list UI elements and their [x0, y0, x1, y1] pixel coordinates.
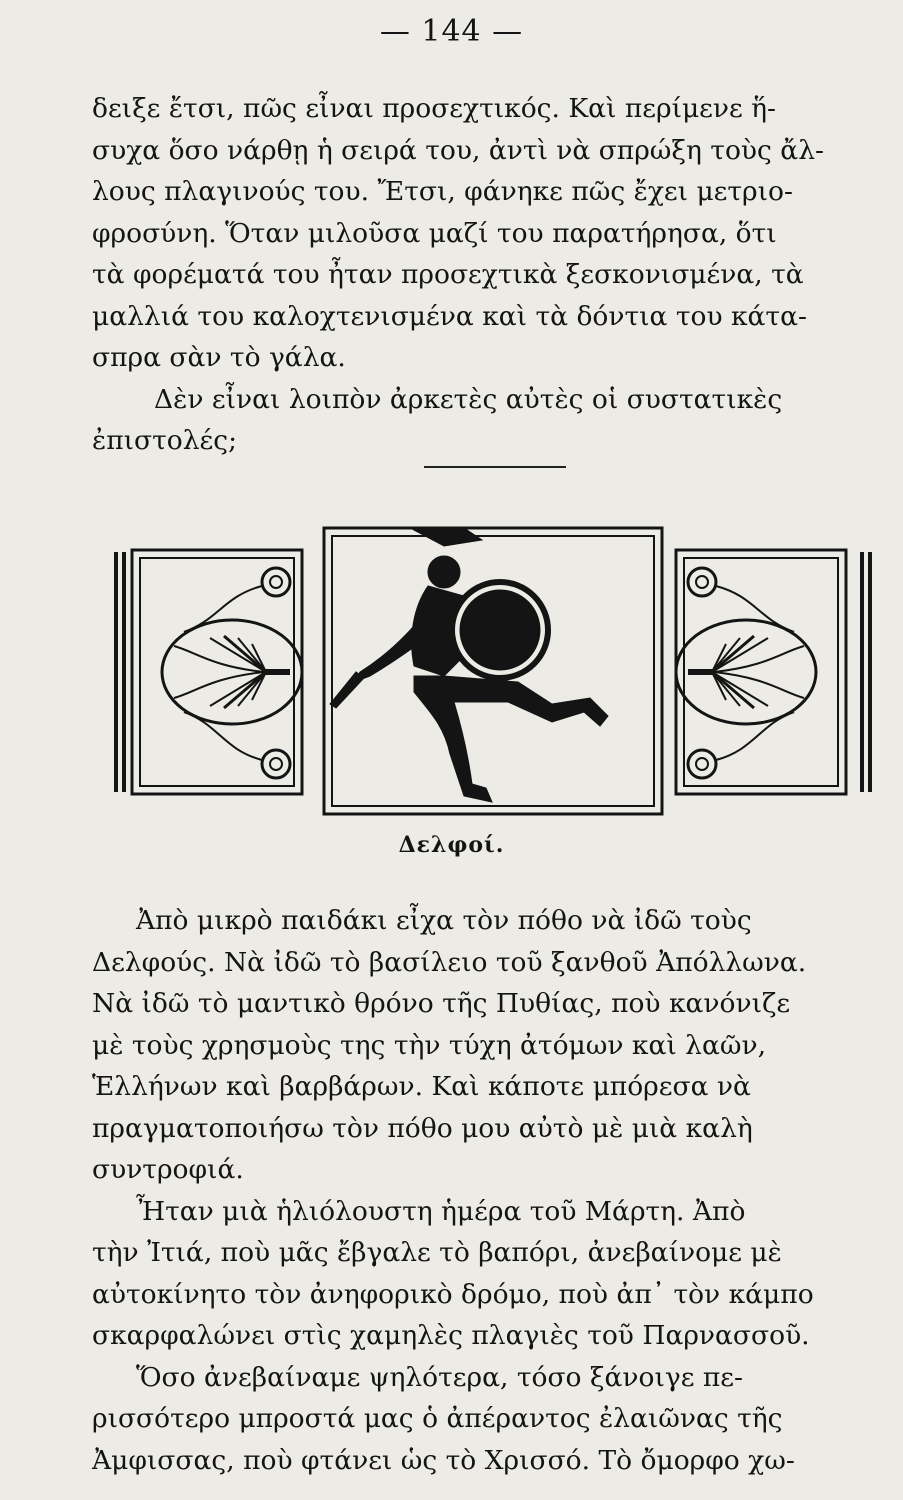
left-palmette-panel	[116, 550, 302, 794]
text-line: αὐτοκίνητο τὸν ἀνηφορικὸ δρόμο, ποὺ ἀπ᾽ τὸν κάμπο	[92, 1278, 814, 1310]
text-line: μὲ τοὺς χρησμοὺς της τὴν τύχη ἀτόμων καὶ λαῶν,	[92, 1029, 766, 1061]
text-line: ρισσότερο μπροστά μας ὁ ἀπέραντος ἐλαιῶνας τῆς	[92, 1403, 783, 1434]
right-palmette-panel	[676, 550, 870, 794]
text-line: συντροφιά.	[92, 1154, 244, 1185]
text-line: ἐπιστολές;	[92, 425, 238, 456]
text-line: Δελφούς. Νὰ ἰδῶ τὸ βασίλειο τοῦ ξανθοῦ Ἀπόλλωνα.	[92, 946, 807, 978]
delphi-illustration	[114, 526, 880, 822]
text-line: Ἀπὸ μικρὸ παιδάκι εἶχα τὸν πόθο νὰ ἰδῶ τοὺς	[136, 905, 752, 936]
text-line: Ἑλλήνων καὶ βαρβάρων. Καὶ κάποτε μπόρεσα νὰ	[92, 1071, 751, 1102]
text-line: Ὅσο ἀνεβαίναμε ψηλότερα, τόσο ξάνοιγε πε-	[136, 1361, 743, 1393]
paragraph-top	[92, 88, 872, 462]
paragraph-bottom	[92, 900, 872, 1481]
text-line: Νὰ ἰδῶ τὸ μαντικὸ θρόνο τῆς Πυθίας, ποὺ κανόνιζε	[92, 988, 791, 1019]
page-number: — 144 —	[379, 14, 524, 49]
text-line: Ἀμφισσας, ποὺ φτάνει ὡς τὸ Χρισσό. Τὸ ὄμορφο χω-	[92, 1444, 795, 1476]
text-line: πραγματοποιήσω τὸν πόθο μου αὐτὸ μὲ μιὰ καλὴ	[92, 1112, 753, 1144]
warrior-figure	[330, 528, 608, 802]
section-separator	[424, 466, 566, 468]
text-line: τὰ φορέματά του ἦταν προσεχτικὰ ξεσκονισμένα, τὰ	[92, 259, 804, 290]
text-line: σπρα σὰν τὸ γάλα.	[92, 342, 346, 373]
figure-caption: Δελφοί.	[398, 832, 505, 858]
text-line: δειξε ἔτσι, πῶς εἶναι προσεχτικός. Καὶ περίμενε ἥ-	[92, 93, 777, 124]
text-line: σκαρφαλώνει στὶς χαμηλὲς πλαγιὲς τοῦ Παρνασσοῦ.	[92, 1320, 810, 1351]
text-line: μαλλιά του καλοχτενισμένα καὶ τὰ δόντια του κάτα-	[92, 300, 807, 332]
text-line: λους πλαγινούς του. Ἔτσι, φάνηκε πῶς ἔχει μετριο-	[92, 176, 793, 207]
text-line: φροσύνη. Ὅταν μιλοῦσα μαζί του παρατήρησα, ὅτι	[92, 217, 777, 249]
text-line: τὴν Ἰτιά, ποὺ μᾶς ἔβγαλε τὸ βαπόρι, ἀνεβαίνομε μὲ	[92, 1237, 782, 1268]
text-line: συχα ὅσο νάρθῃ ἡ σειρά του, ἀντὶ νὰ σπρώξη τοὺς ἄλ-	[92, 134, 824, 166]
text-line: Ἦταν μιὰ ἡλιόλουστη ἡμέρα τοῦ Μάρτη. Ἀπὸ	[136, 1195, 746, 1227]
text-line: Δὲν εἶναι λοιπὸν ἀρκετὲς αὐτὲς οἱ συστατικὲς	[154, 383, 783, 415]
